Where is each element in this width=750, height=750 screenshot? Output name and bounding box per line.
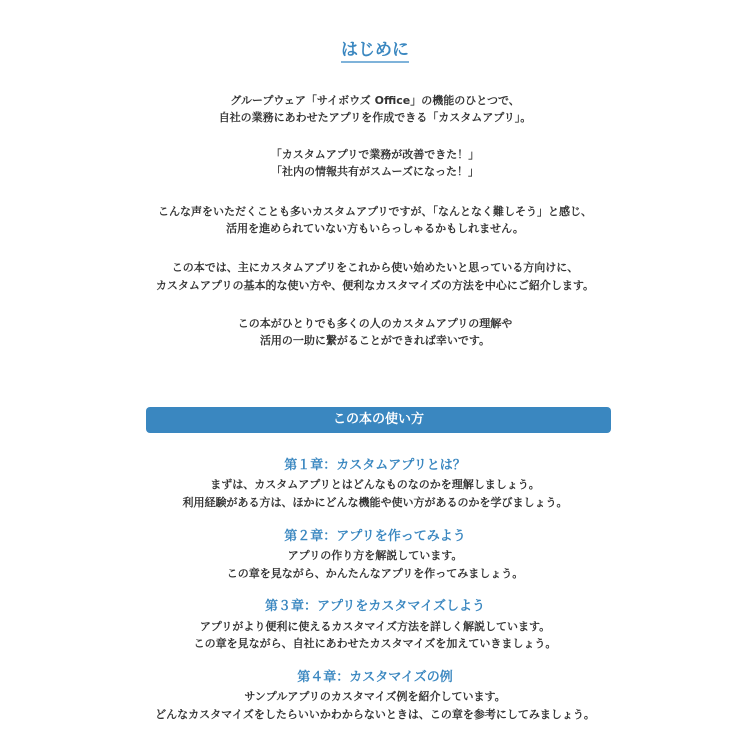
intro-quote: 「カスタムアプリで業務が改善できた！」 (270, 148, 480, 161)
intro-line: 活用の一助に繋がることができれば幸いです。 (259, 334, 491, 347)
page-title-text: はじめに (341, 40, 409, 63)
chapter-heading: 第１章：カスタムアプリとは？ (284, 458, 466, 473)
intro-line: この本では、主にカスタムアプリをこれから使い始めたいと思っている方向けに、 (171, 261, 579, 274)
chapter-description: アプリがより便利に使えるカスタマイズ方法を詳しく解説しています。 (199, 620, 551, 633)
intro-line: 自社の業務にあわせたアプリを作成できる「カスタムアプリ」。 (218, 111, 532, 124)
page-title (0, 35, 750, 60)
intro-quote: 「社内の情報共有がスムーズになった！」 (271, 165, 479, 178)
chapter-description: この章を見ながら、かんたんなアプリを作ってみましょう。 (226, 567, 524, 580)
intro-line: 活用を進められていない方もいらっしゃるかもしれません。 (226, 222, 524, 235)
chapter-description: どんなカスタマイズをしたらいいかわからないときは、この章を参考にしてみましょう。 (155, 708, 595, 721)
intro-line: グループウェア「サイボウズ Office」の機能のひとつで、 (230, 94, 520, 107)
chapter-description: アプリの作り方を解説しています。 (287, 549, 463, 562)
chapter-description: 利用経験がある方は、ほかにどんな機能や使い方があるのかを学びましょう。 (182, 496, 568, 509)
chapter-description: まずは、カスタムアプリとはどんなものなのかを理解しましょう。 (210, 478, 540, 491)
intro-line: カスタムアプリの基本的な使い方や、便利なカスタマイズの方法を中心にご紹介します。 (155, 279, 595, 292)
chapter-heading: 第４章：カスタマイズの例 (297, 670, 453, 685)
section-banner: この本の使い方 (146, 407, 611, 433)
chapter-heading: 第３章：アプリをカスタマイズしよう (264, 599, 486, 614)
intro-line: この本がひとりでも多くの人のカスタムアプリの理解や (237, 317, 513, 330)
chapter-description: この章を見ながら、自社にあわせたカスタマイズを加えていきましょう。 (193, 637, 557, 650)
intro-line: こんな声をいただくことも多いカスタムアプリですが、「なんとなく難しそう」と感じ、 (157, 205, 593, 218)
chapter-description: サンプルアプリのカスタマイズ例を紹介しています。 (244, 690, 506, 703)
chapter-heading: 第２章：アプリを作ってみよう (284, 529, 466, 544)
